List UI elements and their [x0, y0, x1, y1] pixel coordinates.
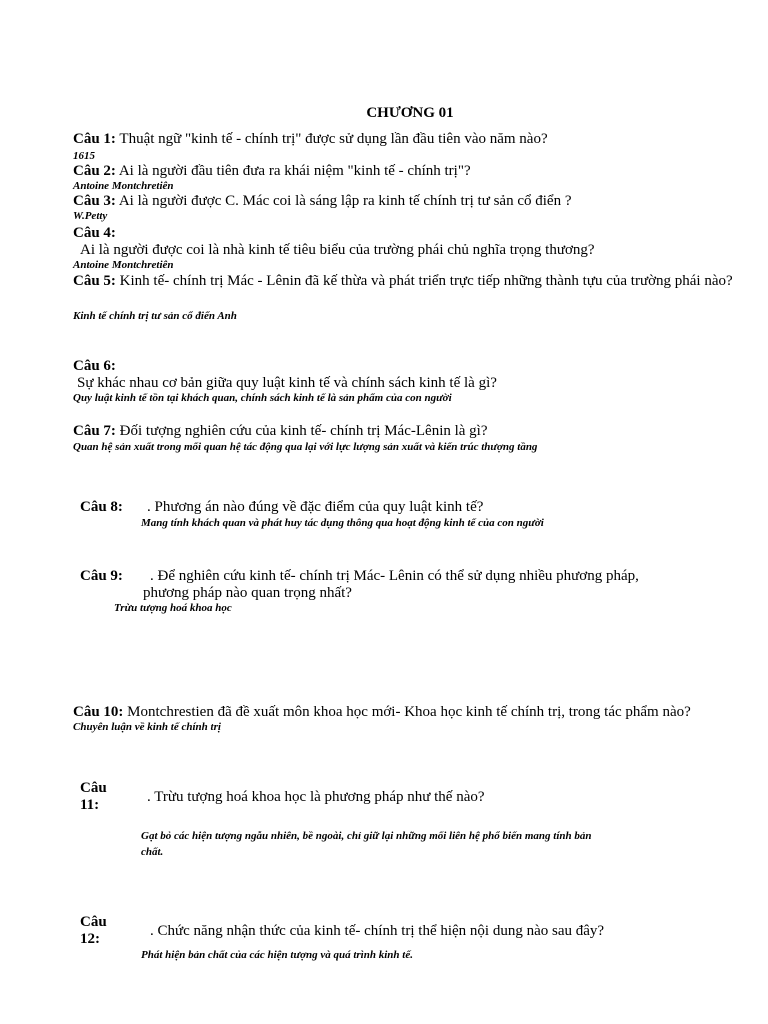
question-8-label: [80, 498, 123, 516]
question-label: Câu 7:: [73, 423, 116, 439]
answer-5: Kinh tế chính trị tư sản cổ điển Anh: [73, 310, 237, 322]
answer-2: Antoine Montchretiên: [73, 180, 174, 192]
question-label: Câu 6:: [73, 358, 116, 374]
answer-6: Quy luật kinh tế tồn tại khách quan, chính sách kinh tế là sản phẩm của con người: [73, 392, 452, 404]
question-12-label: [80, 913, 107, 931]
question-9-text-cont: phương pháp nào quan trọng nhất?: [143, 585, 352, 601]
answer-12: Phát hiện bản chất của các hiện tượng và quá trình kinh tế.: [141, 949, 413, 961]
question-6-text: Sự khác nhau cơ bản giữa quy luật kinh tế và chính sách kinh tế là gì?: [77, 375, 497, 391]
question-label: Câu 8:: [80, 499, 123, 515]
question-5: [73, 272, 733, 290]
question-4-text: Ai là người được coi là nhà kinh tế tiêu biểu của trường phái chủ nghĩa trọng thương?: [80, 242, 595, 258]
question-label: Câu: [80, 780, 107, 796]
question-number: 11:: [80, 797, 100, 813]
question-label: Câu 3:: [73, 193, 116, 209]
question-text: Kinh tế- chính trị Mác - Lênin đã kế thừa và phát triển trực tiếp những thành tựu của trường phái nào?: [115, 273, 733, 289]
question-10: [73, 703, 691, 721]
question-label: Câu 4:: [73, 225, 116, 241]
question-4-label: [73, 224, 116, 242]
answer-8: Mang tính khách quan và phát huy tác dụng thông qua hoạt động kinh tế của con người: [141, 517, 544, 529]
question-7: [73, 422, 488, 440]
question-label: Câu 10:: [73, 704, 124, 720]
question-11-number: [80, 796, 99, 814]
answer-7: Quan hệ sản xuất trong mối quan hệ tác động qua lại với lực lượng sản xuất và kiến trúc thượng tầng: [73, 441, 538, 453]
question-12-number: [80, 930, 100, 948]
question-11-text: . Trừu tượng hoá khoa học là phương pháp như thế nào?: [147, 789, 485, 805]
question-9-text: . Để nghiên cứu kinh tế- chính trị Mác- Lênin có thể sử dụng nhiều phương pháp,: [150, 568, 639, 584]
answer-10: Chuyên luận về kinh tế chính trị: [73, 721, 221, 733]
question-text: Thuật ngữ "kinh tế - chính trị" được sử dụng lần đầu tiên vào năm nào?: [115, 131, 548, 147]
answer-11-cont: chất.: [141, 846, 164, 858]
question-8-text: . Phương án nào đúng về đặc điểm của quy luật kinh tế?: [147, 499, 484, 515]
question-label: Câu: [80, 914, 107, 930]
answer-11: Gạt bỏ các hiện tượng ngẫu nhiên, bề ngoài, chỉ giữ lại những mối liên hệ phổ biến mang tính bản: [141, 830, 592, 842]
question-label: Câu 9:: [80, 568, 123, 584]
question-text: Đối tượng nghiên cứu của kinh tế- chính trị Mác-Lênin là gì?: [115, 423, 488, 439]
question-2: [73, 162, 471, 180]
question-label: Câu 5:: [73, 273, 116, 289]
answer-1: 1615: [73, 150, 95, 162]
question-12-text: . Chức năng nhận thức của kinh tế- chính trị thể hiện nội dung nào sau đây?: [150, 923, 605, 939]
question-6-label: [73, 357, 116, 375]
question-9-label: [80, 567, 123, 585]
question-number: 12:: [80, 931, 100, 947]
answer-3: W.Petty: [73, 210, 108, 222]
answer-4: Antoine Montchretiên: [73, 259, 174, 271]
answer-9: Trừu tượng hoá khoa học: [114, 602, 232, 614]
question-text: Montchrestien đã đề xuất môn khoa học mới- Khoa học kinh tế chính trị, trong tác phẩm nào?: [123, 704, 691, 720]
question-text: Ai là người được C. Mác coi là sáng lập ra kinh tế chính trị tư sản cổ điển ?: [115, 193, 572, 209]
question-3: [73, 192, 571, 210]
question-11-label: [80, 779, 107, 797]
question-1: [73, 130, 548, 148]
question-label: Câu 2:: [73, 163, 116, 179]
chapter-title: CHƯƠNG 01: [366, 105, 454, 121]
question-label: Câu 1:: [73, 131, 116, 147]
question-text: Ai là người đầu tiên đưa ra khái niệm "kinh tế - chính trị"?: [115, 163, 471, 179]
